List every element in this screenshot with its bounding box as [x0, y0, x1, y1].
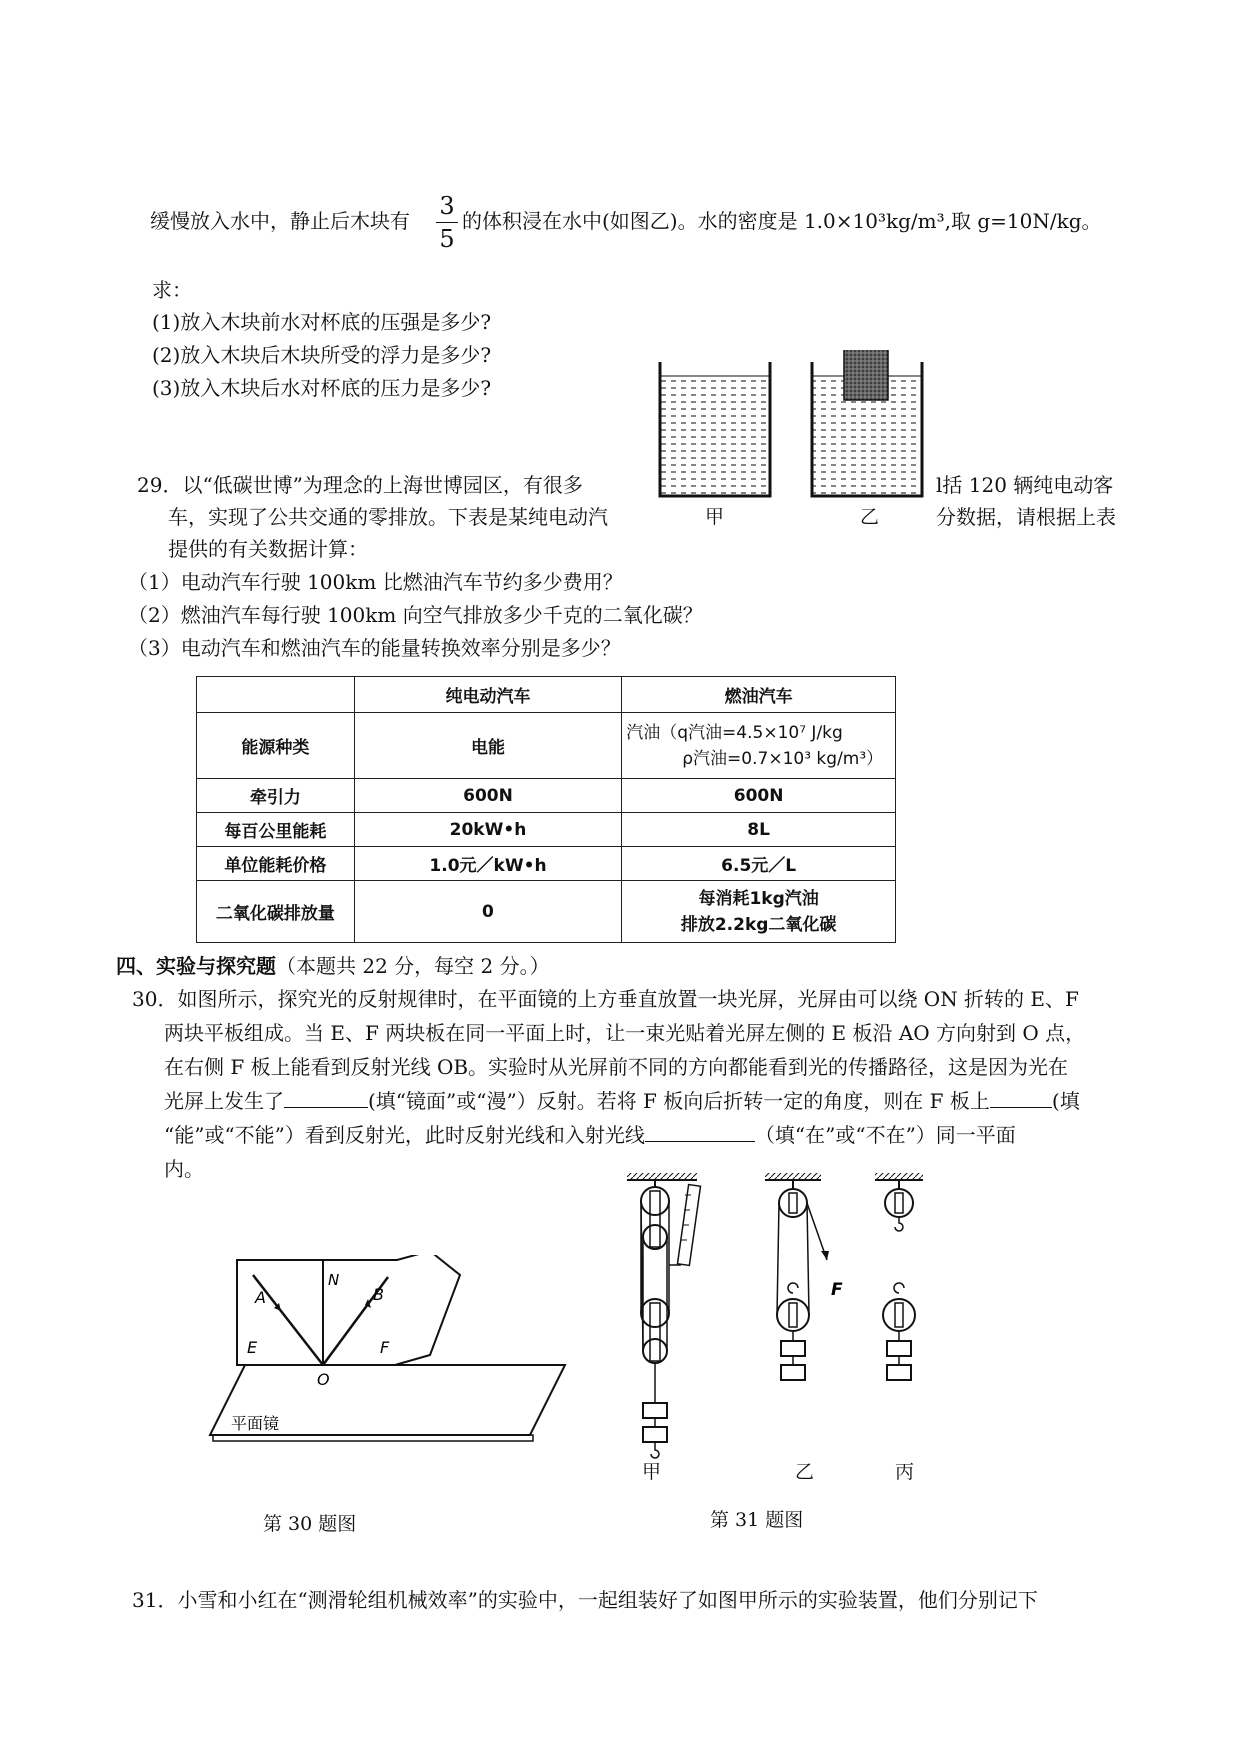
board-f — [323, 1255, 460, 1365]
q29-line2b: 分数据，请根据上表 — [936, 505, 1116, 529]
q30-line5a: “能”或“不能”）看到反射光，此时反射光线和入射光线 — [164, 1123, 645, 1147]
wood-block — [844, 350, 888, 400]
q28-ask: 求： — [152, 278, 192, 302]
ev-cell: 1.0元／kW•h — [354, 847, 622, 881]
beaker-a — [660, 362, 770, 496]
q31-caption: 第 31 题图 — [710, 1509, 804, 1531]
label-force: F — [831, 1280, 843, 1300]
fuel-cell — [622, 881, 896, 943]
q30-line5b: （填“在”或“不在”）同一平面 — [754, 1123, 1016, 1147]
label-o: O — [317, 1370, 330, 1389]
row-label: 二氧化碳排放量 — [197, 881, 355, 943]
section-note: （本题共 22 分，每空 2 分。） — [276, 954, 550, 978]
section-heading — [116, 954, 550, 978]
q28-line1-pre: 缓慢放入水中，静止后木块有 — [150, 209, 410, 233]
q30-line4a: 光屏上发生了 — [164, 1089, 284, 1113]
ev-cell: 600N — [354, 779, 622, 813]
fig-label-jia: 甲 — [705, 506, 725, 528]
q29-line1b: l括 120 辆纯电动客 — [936, 473, 1114, 497]
q29-sub2: （2）燃油汽车每行驶 100km 向空气排放多少千克的二氧化碳？ — [128, 603, 703, 627]
label-mirror: 平面镜 — [231, 1414, 280, 1433]
section-title: 四、实验与探究题 — [116, 954, 276, 978]
q30-line4c: (填 — [1051, 1089, 1080, 1113]
table-row — [197, 813, 896, 847]
table-header-row — [197, 677, 896, 713]
ev-cell: 0 — [354, 881, 622, 943]
q29-sub1: （1）电动汽车行驶 100km 比燃油汽车节约多少费用？ — [128, 570, 623, 594]
blank-reflection-type[interactable] — [284, 1089, 368, 1108]
vehicle-comparison-table — [196, 676, 896, 943]
fuel-cell: 8L — [622, 813, 896, 847]
fig-label-yi-31: 乙 — [795, 1461, 815, 1483]
q30-caption: 第 30 题图 — [263, 1513, 357, 1535]
fig-label-jia-31: 甲 — [642, 1461, 662, 1483]
table-row — [197, 779, 896, 813]
fig-label-bing-31: 丙 — [895, 1461, 915, 1483]
beaker-b — [812, 350, 922, 496]
force-arrow-icon — [821, 1251, 829, 1260]
table-row — [197, 713, 896, 779]
fuel-line1: 汽油（q汽油=4.5×10⁷ J/kg — [626, 722, 843, 743]
ev-cell: 20kW•h — [354, 813, 622, 847]
fuel-line1: 每消耗1kg汽油 — [698, 888, 819, 909]
ev-cell: 电能 — [354, 713, 622, 779]
fig-label-yi: 乙 — [860, 506, 880, 528]
fuel-line2: 排放2.2kg二氧化碳 — [680, 914, 837, 935]
label-a: A — [255, 1288, 266, 1307]
fuel-line2: ρ汽油=0.7×10³ kg/m³） — [682, 748, 884, 769]
pulley-system-yi — [765, 1173, 843, 1380]
q28-sub1: (1)放入木块前水对杯底的压强是多少? — [152, 310, 492, 334]
label-f: F — [380, 1338, 390, 1357]
fuel-cell: 6.5元／L — [622, 847, 896, 881]
q28-sub2: (2)放入木块后木块所受的浮力是多少? — [152, 343, 492, 367]
q29-sub3: （3）电动汽车和燃油汽车的能量转换效率分别是多少？ — [128, 636, 621, 660]
q30-line1: 30．如图所示，探究光的反射规律时，在平面镜的上方垂直放置一块光屏，光屏由可以绕 ON 折转的 E、F — [132, 987, 1079, 1011]
pulley-system-bing — [875, 1173, 923, 1380]
label-n: N — [328, 1271, 340, 1289]
q29-line3: 提供的有关数据计算： — [168, 537, 368, 561]
row-label: 牵引力 — [197, 779, 355, 813]
fraction-denominator: 5 — [439, 225, 455, 253]
table-header-cell: 燃油汽车 — [622, 677, 896, 713]
q30-line2: 两块平板组成。当 E、F 两块板在同一平面上时，让一束光贴着光屏左侧的 E 板沿 AO 方向射到 O 点， — [164, 1021, 1086, 1045]
label-b: B — [373, 1285, 384, 1304]
table-row — [197, 881, 896, 943]
beaker-figure — [650, 350, 940, 530]
q28-sub3: (3)放入木块后水对杯底的压力是多少? — [152, 376, 492, 400]
pulley-system-jia — [627, 1173, 701, 1458]
row-label: 能源种类 — [197, 713, 355, 779]
reflection-figure — [205, 1255, 615, 1455]
q30-line6: 内。 — [164, 1157, 204, 1181]
q31-line1: 31．小雪和小红在“测滑轮组机械效率”的实验中，一起组装好了如图甲所示的实验装置，他们分别记下 — [132, 1588, 1038, 1612]
fuel-cell — [622, 713, 896, 779]
pulley-figure — [615, 1165, 945, 1475]
row-label: 每百公里能耗 — [197, 813, 355, 847]
table-row — [197, 847, 896, 881]
q30-line4b: (填“镜面”或“漫”）反射。若将 F 板向后折转一定的角度，则在 F 板上 — [368, 1089, 990, 1113]
fraction-numerator: 3 — [439, 192, 455, 220]
q30-line5 — [164, 1123, 1016, 1147]
blank-can-see[interactable] — [990, 1089, 1052, 1108]
table-header-cell — [197, 677, 355, 713]
q29-line1a: 29．以“低碳世博”为理念的上海世博园区，有很多 — [137, 473, 583, 497]
q28-line1-post: 的体积浸在水中(如图乙)。水的密度是 1.0×10³kg/m³,取 g=10N/kg。 — [462, 209, 1102, 233]
fraction — [436, 192, 458, 253]
fuel-cell: 600N — [622, 779, 896, 813]
row-label: 单位能耗价格 — [197, 847, 355, 881]
table-header-cell: 纯电动汽车 — [354, 677, 622, 713]
label-e: E — [247, 1338, 258, 1357]
q29-line2a: 车，实现了公共交通的零排放。下表是某纯电动汽 — [168, 505, 608, 529]
blank-same-plane[interactable] — [645, 1123, 755, 1142]
q30-line4 — [164, 1089, 1080, 1113]
q30-line3: 在右侧 F 板上能看到反射光线 OB。实验时从光屏前不同的方向都能看到光的传播路径，这是因为光在 — [164, 1055, 1069, 1079]
